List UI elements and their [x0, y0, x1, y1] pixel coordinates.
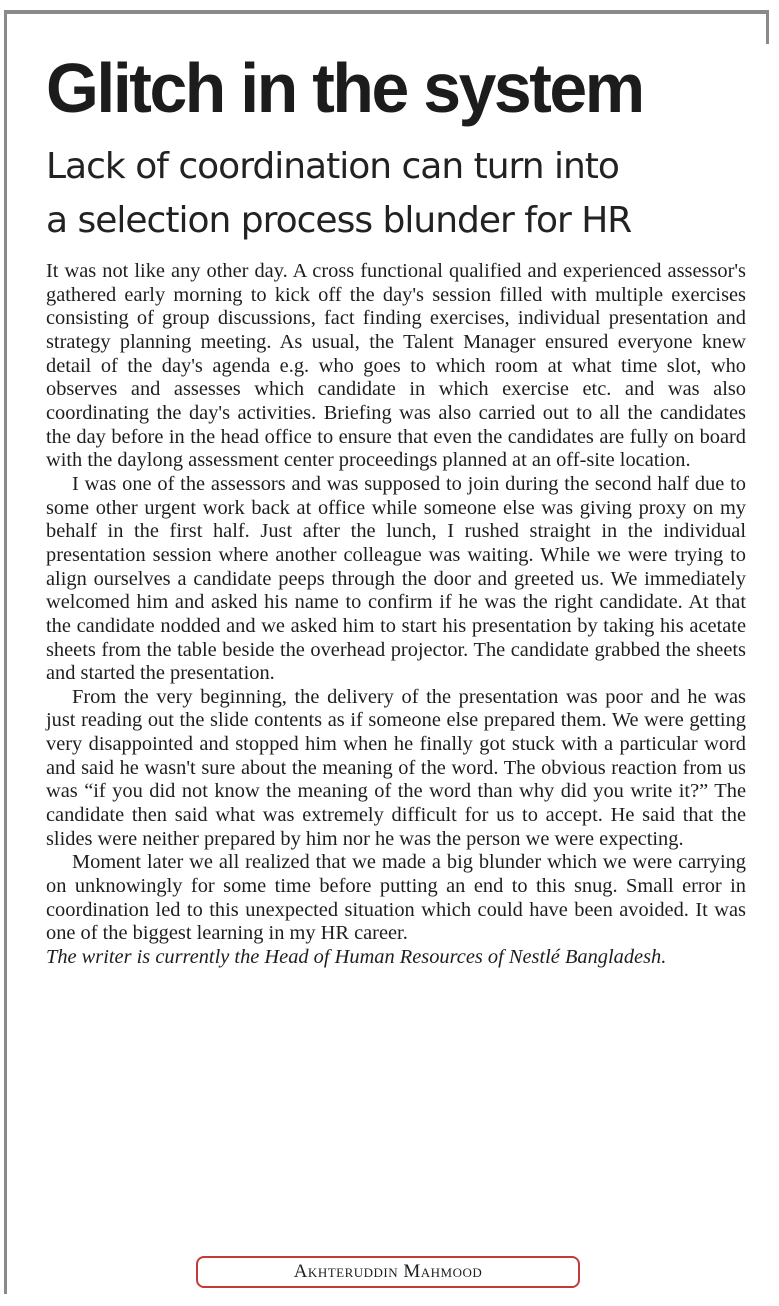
byline-box [196, 1256, 580, 1288]
subheadline-line-2: a selection process blunder for HR [46, 200, 632, 241]
subheadline [46, 140, 766, 248]
article-paragraph-1: It was not like any other day. A cross functional qualified and experienced assessor's gathered early morning to kick off the day's session filled with multiple exercises consisting of group discussions, fact finding exercises, individual presentation and strategy planning meeting. As usual, the Talent Manager ensured everyone knew detail of the day's agenda e.g. who goes to which room at what time slot, who observes and assesses which candidate in which exercise etc. and was also coordinating the day's activities. Briefing was also carried out to all the candidates the day before in the head office to ensure that even the candidates are fully on board with the daylong assessment center proceedings planned at an off-site location. [46, 260, 746, 472]
article-paragraph-4: Moment later we all realized that we made a big blunder which we were carrying on unknowingly for some time before putting an end to this snug. Small error in coordination led to this unexpected situation which could have been avoided. It was one of the biggest learning in my HR career. [46, 851, 746, 945]
article-paragraph-2: I was one of the assessors and was supposed to join during the second half due to some other urgent work back at office while someone else was giving proxy on my behalf in the first half. Just after the lunch, I rushed straight in the individual presentation session where another colleague was waiting. While we were trying to align ourselves a candidate peeps through the door and greeted us. We immediately welcomed him and asked his name to confirm if he was the right candidate. At that the candidate nodded and we asked him to start his presentation by taking his acetate sheets from the table beside the overhead projector. The candidate grabbed the sheets and started the presentation. [46, 472, 746, 685]
left-border-rule [4, 10, 7, 1294]
headline: Glitch in the system [46, 49, 643, 127]
subheadline-line-1: Lack of coordination can turn into [46, 146, 619, 187]
article-paragraph-3: From the very beginning, the delivery of the presentation was poor and he was just reading out the slide contents as if someone else prepared them. We were getting very disappointed and stopped him when he finally got stuck with a particular word and said he wasn't sure about the meaning of the word. The obvious reaction from us was “if you did not know the meaning of the word than why did you write it?” The candidate then said what was extremely difficult for us to accept. He said that the slides were neither prepared by him nor he was the person we were expecting. [46, 685, 746, 850]
article-body [46, 260, 746, 970]
author-byline: Akhteruddin Mahmood [293, 1261, 483, 1282]
top-border-rule [4, 10, 767, 14]
right-border-tick [766, 10, 769, 44]
author-credit: The writer is currently the Head of Human Resources of Nestlé Bangladesh. [46, 946, 667, 969]
